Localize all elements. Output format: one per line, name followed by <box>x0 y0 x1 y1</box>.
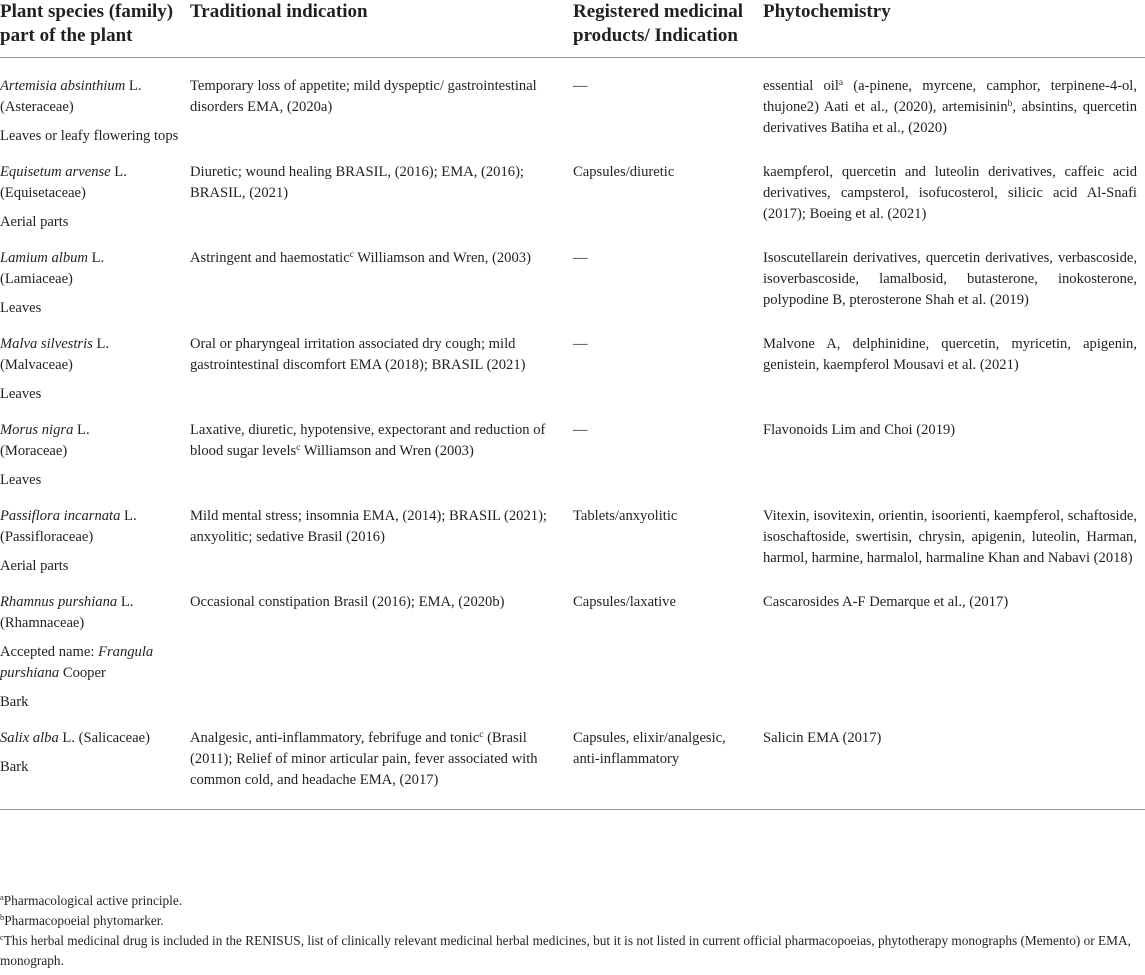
species-family: (Passifloraceae) <box>0 529 94 545</box>
plant-part: Leaves <box>0 472 42 488</box>
indication-text: Analgesic, anti-inflammatory, febrifuge and tonic <box>190 730 480 746</box>
footnote-b <box>0 911 1145 931</box>
species-cell <box>0 319 190 405</box>
indication-text: (Brasil (2011); Relief of minor articular pain, fever associated with common cold, and headache EMA, (2017) <box>190 730 538 788</box>
species-authority: L. <box>110 164 127 180</box>
species-name: Salix alba <box>0 730 59 746</box>
table-header-row <box>0 0 1145 58</box>
registered-product-cell: — <box>573 336 588 352</box>
species-authority: L. <box>87 250 105 266</box>
species-name: Passiflora incarnata <box>0 508 121 524</box>
footnote-mark: c <box>349 250 354 260</box>
phyto-text: (a-pinene, myrcene, camphor, terpinene-4-ol, thujone2) Aati et al., (2020), artemisinin <box>763 78 1137 115</box>
species-line <box>0 334 182 355</box>
species-line <box>0 248 182 269</box>
phytochemistry-cell: Salicin EMA (2017) <box>763 713 1145 810</box>
phytochemistry-cell: Cascarosides A-F Demarque et al., (2017) <box>763 594 1009 610</box>
table-footnotes <box>0 891 1145 971</box>
header-phytochemistry: Phytochemistry <box>763 0 1145 58</box>
footnote-a <box>0 891 1145 911</box>
species-name: Artemisia absinthium <box>0 78 126 94</box>
phytochemistry-cell: Malvone A, delphinidine, quercetin, myricetin, apigenin, genistein, kaempferol Mousavi et al. (2021) <box>763 336 1137 373</box>
registered-product-cell: Capsules/diuretic <box>573 164 675 180</box>
phyto-text: essential oil <box>763 78 839 94</box>
species-family: (Equisetaceae) <box>0 185 86 201</box>
phytochemistry-cell: Vitexin, isovitexin, orientin, isoorienti, kaempferol, schaftoside, isoschaftoside, swertisin, chrysin, apigenin, luteolin, Harman, harmol, harmine, harmalol, harmaline Khan and Nabavi (2018) <box>763 508 1137 566</box>
species-authority: L. (Salicaceae) <box>58 730 150 746</box>
traditional-indication-cell <box>190 405 573 491</box>
species-authority: L. <box>73 422 90 438</box>
species-cell <box>0 577 190 713</box>
plant-part: Leaves <box>0 386 42 402</box>
traditional-indication-cell: Oral or pharyngeal irritation associated dry cough; mild gastrointestinal discomfort EMA (2018); BRASIL (2021) <box>190 336 526 373</box>
species-line <box>0 592 182 613</box>
table-row <box>0 147 1145 233</box>
table-row <box>0 491 1145 577</box>
traditional-indication-cell: Mild mental stress; insomnia EMA, (2014); BRASIL (2021); anxyolitic; sedative Brasil (2016) <box>190 508 547 545</box>
species-authority: L. <box>117 594 134 610</box>
registered-product-cell: — <box>573 422 588 438</box>
species-line <box>0 420 182 441</box>
accepted-name-cont <box>0 663 182 684</box>
header-traditional-indication: Traditional indication <box>190 0 573 58</box>
phytochemistry-cell: Flavonoids Lim and Choi (2019) <box>763 422 956 438</box>
header-registered-products: Registered medicinal products/ Indication <box>573 0 763 58</box>
indication-text: Williamson and Wren (2003) <box>300 443 474 459</box>
footnote-mark: c <box>0 932 4 942</box>
phytochemistry-cell: Isoscutellarein derivatives, quercetin derivatives, verbascoside, isoverbascoside, lamalbosid, butasterone, inokosterone, polypodine B, pterosterone Shah et al. (2019) <box>763 250 1137 308</box>
table-row <box>0 319 1145 405</box>
species-name: Equisetum arvense <box>0 164 111 180</box>
accepted-author: Cooper <box>59 665 106 681</box>
table-row <box>0 577 1145 713</box>
header-species: Plant species (family) part of the plant <box>0 0 190 58</box>
species-authority: L. <box>120 508 137 524</box>
traditional-indication-cell: Occasional constipation Brasil (2016); EMA, (2020b) <box>190 594 505 610</box>
species-family: (Rhamnaceae) <box>0 615 85 631</box>
species-cell <box>0 405 190 491</box>
registered-product-cell: Capsules, elixir/analgesic, anti-inflammatory <box>573 713 763 810</box>
species-cell <box>0 491 190 577</box>
footnote-text: Pharmacological active principle. <box>3 893 183 908</box>
traditional-indication-cell <box>190 233 573 319</box>
species-family: (Moraceae) <box>0 443 68 459</box>
species-name: Morus nigra <box>0 422 74 438</box>
footnote-c <box>0 931 1145 971</box>
traditional-indication-cell: Temporary loss of appetite; mild dyspeptic/ gastrointestinal disorders EMA, (2020a) <box>190 78 537 115</box>
registered-product-cell: — <box>573 78 588 94</box>
table-row <box>0 405 1145 491</box>
plant-part: Leaves or leafy flowering tops <box>0 128 179 144</box>
species-family: (Malvaceae) <box>0 357 73 373</box>
plant-part: Bark <box>0 694 29 710</box>
traditional-indication-cell: Diuretic; wound healing BRASIL, (2016); EMA, (2016); BRASIL, (2021) <box>190 164 524 201</box>
species-authority: L. <box>125 78 142 94</box>
footnote-mark: c <box>479 730 484 740</box>
species-name: Lamium album <box>0 250 88 266</box>
phytochemistry-cell: kaempferol, quercetin and luteolin derivatives, caffeic acid derivatives, campsterol, isofucosterol, silicic acid Al-Snafi (2017); Boeing et al. (2021) <box>763 164 1137 222</box>
accepted-species: purshiana <box>0 665 60 681</box>
species-cell <box>0 233 190 319</box>
plant-part: Leaves <box>0 300 42 316</box>
footnote-mark: b <box>1007 99 1013 109</box>
footnote-mark: a <box>838 78 844 88</box>
plant-part: Aerial parts <box>0 558 69 574</box>
traditional-indication-cell <box>190 713 573 810</box>
footnote-mark: c <box>296 443 301 453</box>
accepted-genus: Frangula <box>98 644 154 660</box>
accepted-name-label: Accepted name: <box>0 644 99 660</box>
species-name: Rhamnus purshiana <box>0 594 118 610</box>
species-family: (Lamiaceae) <box>0 271 73 287</box>
species-line <box>0 506 182 527</box>
species-name: Malva silvestris <box>0 336 93 352</box>
species-line <box>0 728 182 749</box>
footnote-text: Pharmacopoeial phytomarker. <box>4 913 164 928</box>
species-line <box>0 76 182 97</box>
species-line <box>0 162 182 183</box>
plant-part: Aerial parts <box>0 214 69 230</box>
indication-text: Williamson and Wren, (2003) <box>353 250 531 266</box>
plant-part: Bark <box>0 759 29 775</box>
species-cell <box>0 58 190 148</box>
phyto-text: , absintins, quercetin derivatives Batiha et al., (2020) <box>763 99 1137 136</box>
table-row <box>0 58 1145 148</box>
footnote-mark: b <box>0 912 5 922</box>
registered-product-cell: Tablets/anxyolitic <box>573 508 678 524</box>
registered-product-cell: — <box>573 250 588 266</box>
phytochemistry-cell <box>763 58 1145 148</box>
table-row <box>0 713 1145 810</box>
indication-text: Astringent and haemostatic <box>190 250 350 266</box>
species-authority: L. <box>92 336 110 352</box>
indication-text: Laxative, diuretic, hypotensive, expectorant and reduction of blood sugar levels <box>190 422 546 459</box>
table-row <box>0 233 1145 319</box>
species-cell <box>0 713 190 810</box>
registered-product-cell: Capsules/laxative <box>573 594 676 610</box>
accepted-name <box>0 642 182 663</box>
species-cell <box>0 147 190 233</box>
species-family: (Asteraceae) <box>0 99 74 115</box>
footnote-text: This herbal medicinal drug is included in the RENISUS, list of clinically relevant medicinal herbal medicines, but it is not listed in current official pharmacopoeias, phytotherapy monographs (Memento) or EMA, monograph. <box>0 933 1131 968</box>
footnote-mark: a <box>0 892 4 902</box>
